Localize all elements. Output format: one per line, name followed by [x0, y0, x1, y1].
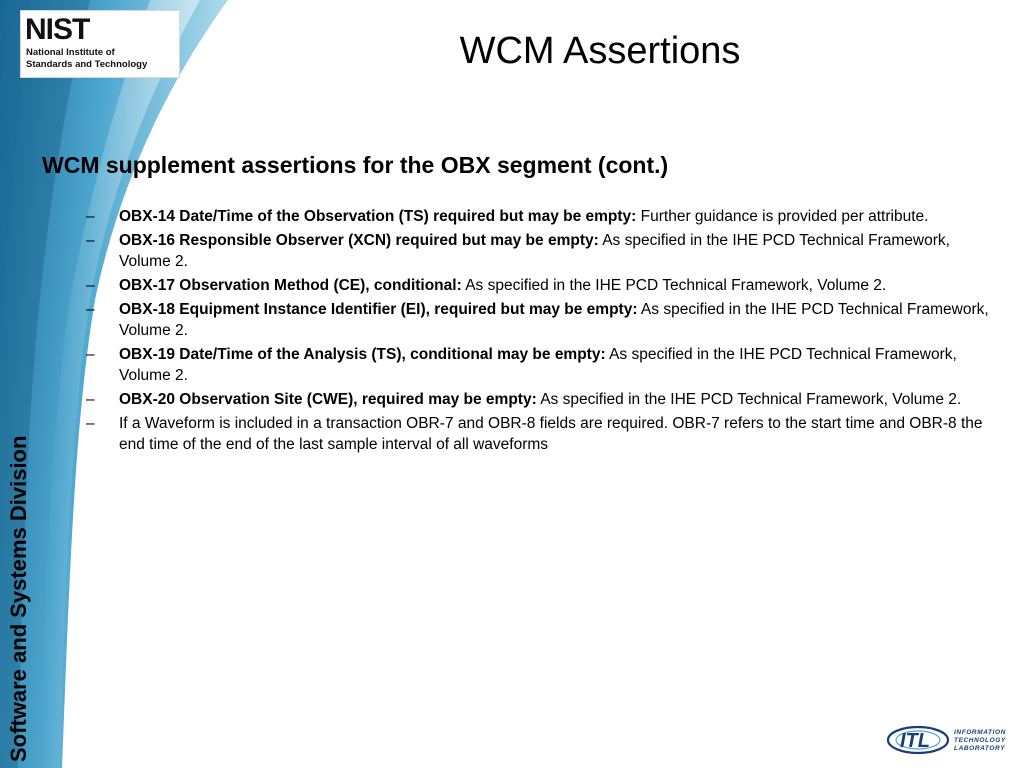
bullet-term: OBX-14 Date/Time of the Observation (TS) required but may be empty:	[119, 208, 637, 225]
bullet-item	[86, 299, 998, 341]
bullet-marker: –	[86, 277, 95, 294]
bullet-term: OBX-19 Date/Time of the Analysis (TS), conditional may be empty:	[119, 346, 606, 363]
itl-logo-mark: ITL	[900, 730, 930, 752]
bullet-text: As specified in the IHE PCD Technical Framework, Volume 2.	[119, 301, 989, 339]
bullet-term: OBX-20 Observation Site (CWE), required may be empty:	[119, 391, 537, 408]
bullet-marker: –	[86, 415, 95, 432]
bullet-text: If a Waveform is included in a transaction OBR-7 and OBR-8 fields are required. OBR-7 refers to the start time and OBR-8 the end time of the end of the last sample interval of all waveforms	[119, 415, 983, 453]
bullet-term: OBX-16 Responsible Observer (XCN) required but may be empty:	[119, 232, 599, 249]
bullet-marker: –	[86, 301, 95, 318]
section-heading: WCM supplement assertions for the OBX segment (cont.)	[42, 152, 669, 178]
bullet-marker: –	[86, 391, 95, 408]
bullet-term: OBX-17 Observation Method (CE), conditional:	[119, 277, 462, 294]
bullet-text: As specified in the IHE PCD Technical Framework, Volume 2.	[119, 232, 950, 270]
bullet-text: As specified in the IHE PCD Technical Framework, Volume 2.	[461, 277, 887, 294]
bullet-item	[86, 230, 998, 272]
nist-logo	[20, 10, 180, 78]
bullet-item	[86, 206, 998, 227]
itl-text-line-3: LABORATORY	[954, 745, 1006, 752]
itl-text-line-2: TECHNOLOGY	[954, 737, 1006, 744]
nist-logo-mark: NIST	[25, 13, 90, 46]
bullet-item	[86, 413, 998, 455]
bullet-marker: –	[86, 232, 95, 249]
itl-text-line-1: INFORMATION	[954, 729, 1006, 736]
bullet-item	[86, 275, 998, 296]
nist-logo-line-2: Standards and Technology	[26, 59, 148, 70]
slide-title: WCM Assertions	[459, 30, 741, 72]
bullet-text: Further guidance is provided per attribute.	[636, 208, 929, 225]
bullet-term: OBX-18 Equipment Instance Identifier (EI), required but may be empty:	[119, 301, 638, 318]
bullet-item	[86, 389, 998, 410]
nist-logo-line-1: National Institute of	[26, 47, 115, 58]
division-side-label: Software and Systems Division	[6, 435, 31, 762]
bullet-marker: –	[86, 346, 95, 363]
bullet-item	[86, 344, 998, 386]
bullet-list	[86, 206, 998, 458]
bullet-marker: –	[86, 208, 95, 225]
bullet-text: As specified in the IHE PCD Technical Framework, Volume 2.	[119, 346, 957, 384]
bullet-text: As specified in the IHE PCD Technical Framework, Volume 2.	[536, 391, 962, 408]
